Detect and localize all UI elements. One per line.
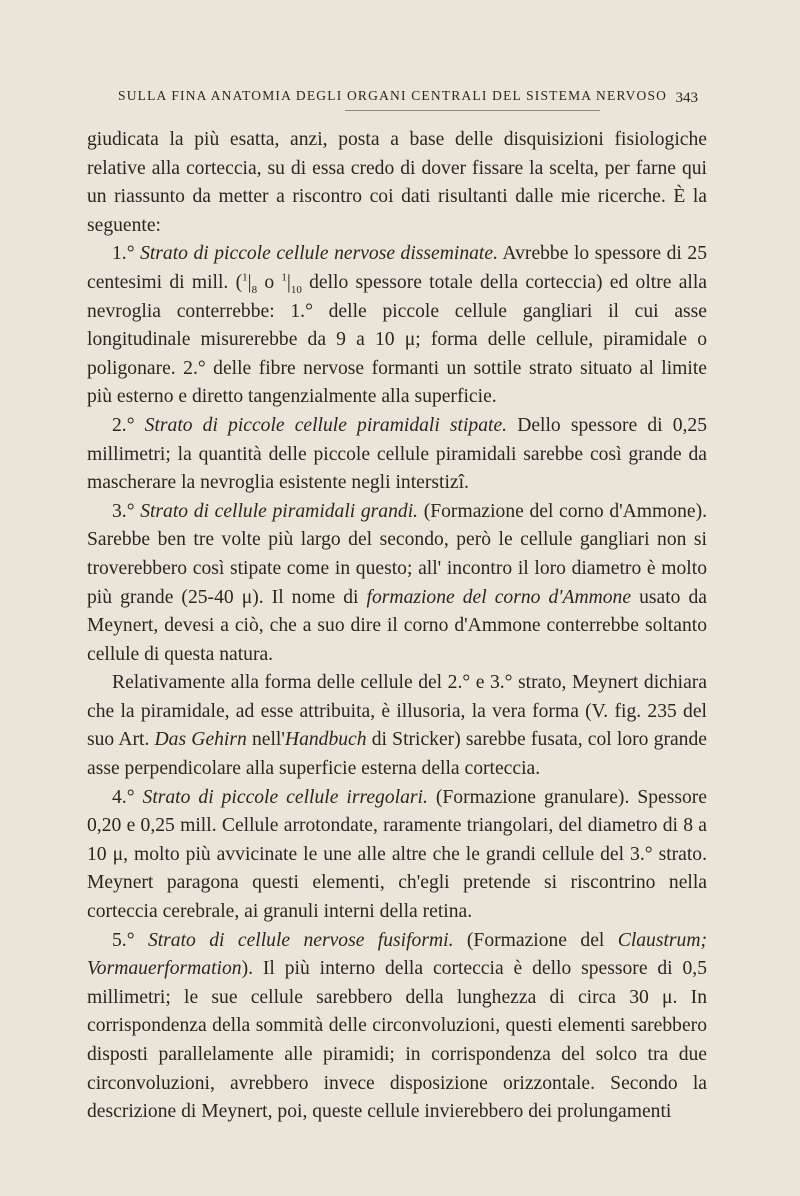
layer-number: 5.° bbox=[112, 929, 135, 951]
paragraph-layer-2: 2.° Strato di piccole cellule piramidali stipate. Dello spessore di 0,25 millimetri; la quantità delle piccole cellule piramidali sarebbe così grande da mascherare la nevroglia esistente negli interstizî. bbox=[87, 414, 707, 494]
layer-number: 3.° bbox=[112, 500, 135, 522]
layer-heading: Strato di cellule piramidali grandi. bbox=[140, 500, 419, 522]
paragraph-layer-5: 5.° Strato di cellule nervose fusiformi. (Formazione del Claustrum; Vormauerformation). Il più interno della corteccia è dello spessore di 0,5 millimetri; le sue cellule sarebbero della lunghezza di circa 30 μ. In corrispondenza della sommità delle circonvoluzioni, questi elementi sarebbero disposti parallelamente alle piramidi; in corrispondenza del solco tra due circonvoluzioni, avrebbero invece disposizione orizzontale. Secondo la descrizione di Meynert, poi, queste cellule invierebbero dei prolungamenti bbox=[87, 929, 708, 1123]
running-title: SULLA FINA ANATOMIA DEGLI ORGANI CENTRALI DEL SISTEMA NERVOSO bbox=[118, 88, 668, 103]
layer-heading: Strato di piccole cellule nervose disseminate. bbox=[140, 243, 498, 265]
layer-number: 2.° bbox=[112, 414, 135, 436]
paragraph-layer-3: 3.° Strato di cellule piramidali grandi. (Formazione del corno d'Ammone). Sarebbe ben tre volte più largo del secondo, però le cellule gangliari non si troverebbero così stipate come in questo; all' incontro il loro diametro è molto più grande (25-40 μ). Il nome di formazione del corno d'Ammone usato da Meynert, devesi a ciò, che a suo dire il corno d'Ammone conterrebbe soltanto cellule di questa natura. bbox=[87, 500, 707, 665]
page-number: 343 bbox=[675, 90, 698, 106]
layer-heading: Strato di piccole cellule piramidali stipate. bbox=[144, 414, 508, 436]
layer-heading: Strato di cellule nervose fusiformi. bbox=[147, 929, 454, 951]
layer-heading: Strato di piccole cellule irregolari. bbox=[142, 786, 428, 808]
paragraph-intro: giudicata la più esatta, anzi, posta a base delle disquisizioni fisiologiche relative alla corteccia, su di essa credo di dover fissare la scelta, per farne qui un riassunto da metter a riscontro coi dati risultanti dalle mie ricerche. È la seguente: bbox=[87, 129, 707, 236]
header-rule bbox=[345, 110, 600, 111]
layer-number: 4.° bbox=[112, 786, 135, 808]
paragraph-layer-1: 1.° Strato di piccole cellule nervose disseminate. Avrebbe lo spessore di 25 centesimi di mill. ($^1|_8$ o $^1|_{10}$ dello spessore totale della corteccia) ed oltre alla nevroglia conterrebbe: 1.° delle piccole cellule gangliari il cui asse longitudinale misurerebbe da 9 a 10 μ; forma delle cellule, piramidale o poligonare. 2.° delle fibre nervose formanti un sottile strato situato al limite più esterno e diretto tangenzialmente alla superficie. bbox=[87, 243, 708, 408]
paragraph-meynert-note: Relativamente alla forma delle cellule del 2.° e 3.° strato, Meynert dichiara che la piramidale, ad esse attribuita, è illusoria, la vera forma (V. fig. 235 del suo Art. Das Gehirn nell'Handbuch di Stricker) sarebbe fusata, col loro grande asse perpendicolare alla superficie esterna della corteccia. bbox=[87, 672, 707, 780]
layer-number: 1.° bbox=[112, 243, 135, 265]
paragraph-layer-4: 4.° Strato di piccole cellule irregolari. (Formazione granulare). Spessore 0,20 e 0,25 mill. Cellule arrotondate, raramente triangolari, del diametro di 8 a 10 μ, molto più avvicinate le une alle altre che le grandi cellule del 3.° strato. Meynert paragona questi elementi, ch'egli pretende si riscontrino nella corteccia cerebrale, ai granuli interni della retina. bbox=[87, 786, 707, 923]
body-text bbox=[87, 126, 707, 1127]
